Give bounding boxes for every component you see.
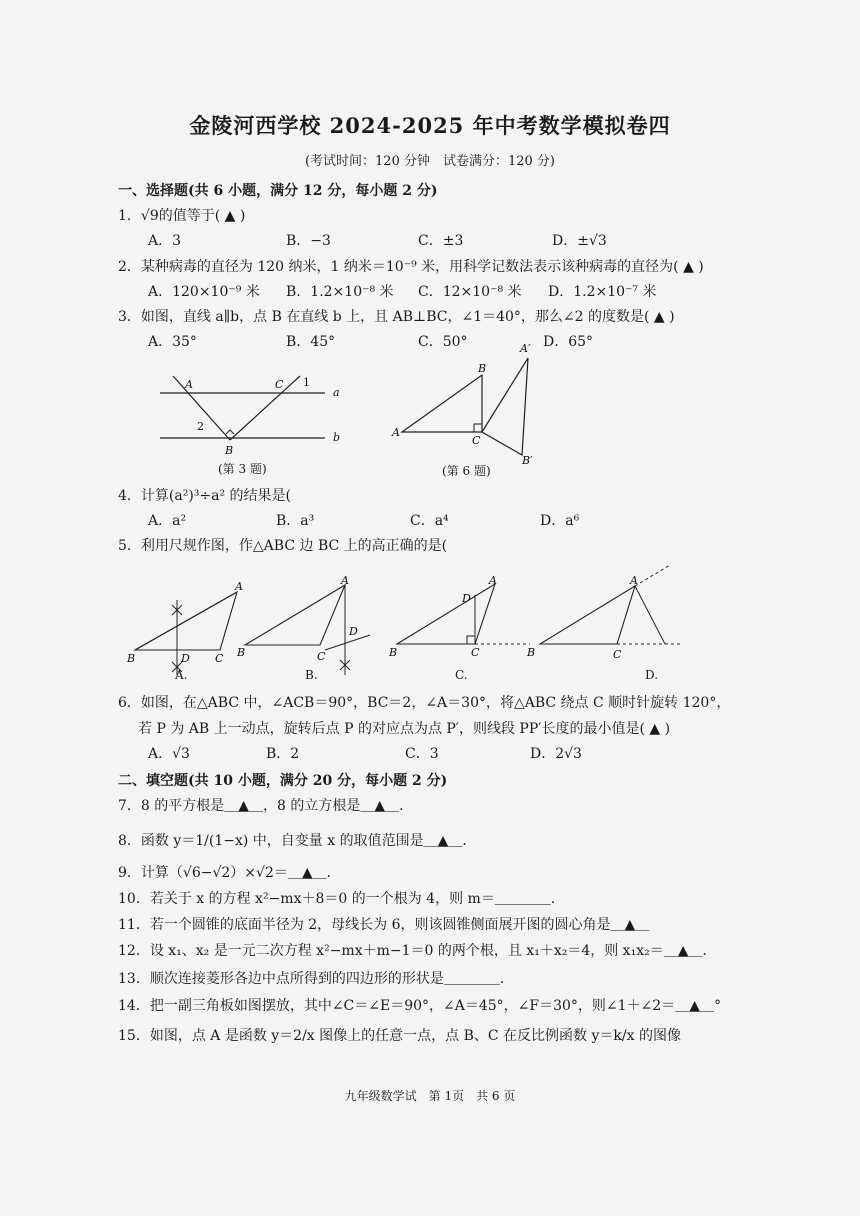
q5-option-b: B. — [305, 668, 318, 682]
q5-option-c: C. — [455, 668, 468, 682]
q3-stem: 3．如图，直线 a∥b，点 B 在直线 b 上，且 AB⊥BC，∠1＝40°，那么∠2 的度数是( ▲ ) — [118, 309, 675, 325]
page-footer: 九年级数学试 第 1页 共 6 页 — [344, 1089, 516, 1103]
q5-figure-d — [526, 565, 680, 661]
q4-option-c: C．a⁴ — [410, 513, 449, 529]
fig6-label-c: C — [472, 434, 481, 447]
figure-q6-caption: (第 6 题) — [442, 464, 491, 478]
figure-q3-caption: (第 3 题) — [218, 462, 267, 476]
q5b-label-d: D — [349, 625, 358, 638]
figure-q5 — [125, 574, 685, 680]
q1-option-c: C．±3 — [418, 233, 464, 249]
fig6-label-b: B — [478, 362, 487, 375]
q4-option-b: B．a³ — [276, 513, 315, 529]
q1-stem: 1．√9的值等于( ▲ ) — [118, 208, 246, 224]
q5a-label-a: A — [235, 580, 243, 593]
section-1-heading: 一、选择题(共 6 小题，满分 12 分，每小题 2 分) — [118, 183, 438, 199]
fig6-label-a: A — [392, 426, 400, 439]
q13: 13．顺次连接菱形各边中点所得到的四边形的形状是＿＿＿＿． — [118, 971, 514, 987]
q5c-label-b: B — [389, 646, 398, 659]
q1-option-a: A．3 — [148, 233, 182, 249]
q5c-label-a: A — [489, 574, 497, 587]
q15: 15．如图，点 A 是函数 y＝2/x 图像上的任意一点，点 B、C 在反比例函数 y＝k/x 的图像 — [118, 1028, 681, 1044]
q6-option-d: D．2√3 — [530, 746, 582, 762]
section-2-heading: 二、填空题(共 10 小题，满分 20 分，每小题 2 分) — [118, 773, 448, 789]
figure-q6 — [390, 340, 550, 465]
q10: 10．若关于 x 的方程 x²−mx＋8＝0 的一个根为 4，则 m＝＿＿＿＿． — [118, 891, 565, 907]
q6-option-b: B．2 — [266, 746, 300, 762]
q2-option-b: B．1.2×10⁻⁸ 米 — [286, 284, 394, 300]
fig3-line-b: b — [333, 431, 341, 444]
q5d-label-c: C — [613, 648, 622, 661]
q4-option-d: D．a⁶ — [540, 513, 580, 529]
fig3-label-b: B — [225, 444, 234, 457]
q4-option-a: A．a² — [148, 513, 187, 529]
q5b-label-b: B — [237, 646, 246, 659]
q9: 9．计算（√6−√2）×√2＝＿▲＿． — [118, 865, 341, 881]
q5-option-a: A. — [175, 668, 188, 682]
q5-stem: 5．利用尺规作图，作△ABC 边 BC 上的高正确的是( — [118, 538, 448, 554]
q5-figure-a — [126, 580, 246, 675]
q3-option-c: C．50° — [418, 334, 468, 350]
q2-option-d: D．1.2×10⁻⁷ 米 — [548, 284, 657, 300]
figure-q3 — [155, 368, 355, 458]
exam-info: (考试时间：120 分钟 试卷满分：120 分) — [304, 154, 556, 169]
q1-option-b: B．−3 — [286, 233, 331, 249]
q6-stem: 6．如图，在△ABC 中，∠ACB＝90°，BC＝2，∠A＝30°，将△ABC 绕点 C 顺时针旋转 120°， — [118, 695, 731, 711]
fig3-label-1: 1 — [303, 376, 310, 389]
q5b-label-c: C — [317, 650, 326, 663]
q5c-label-c: C — [471, 646, 480, 659]
q11: 11．若一个圆锥的底面半径为 2，母线长为 6，则该圆锥侧面展开图的圆心角是＿▲＿ — [118, 917, 650, 933]
q5d-label-a: A — [630, 574, 638, 587]
q3-option-d: D．65° — [543, 334, 594, 350]
q5-figure-b — [236, 574, 370, 675]
q4-stem: 4．计算(a²)³÷a² 的结果是( — [118, 488, 292, 504]
q2-option-c: C．12×10⁻⁸ 米 — [418, 284, 522, 300]
q3-option-b: B．45° — [286, 334, 336, 350]
fig3-label-c: C — [275, 378, 284, 391]
q5d-label-b: B — [527, 646, 536, 659]
q2-stem: 2．某种病毒的直径为 120 纳米，1 纳米＝10⁻⁹ 米，用科学记数法表示该种病毒的直径为( ▲ ) — [118, 259, 704, 275]
q2-option-a: A．120×10⁻⁹ 米 — [148, 284, 260, 300]
fig6-label-b-prime: B′ — [522, 454, 533, 467]
q1-option-d: D．±√3 — [552, 233, 607, 249]
q8: 8．函数 y＝1/(1−x) 中，自变量 x 的取值范围是＿▲＿． — [118, 833, 477, 849]
q5a-label-b: B — [127, 652, 136, 665]
q14: 14．把一副三角板如图摆放，其中∠C＝∠E＝90°，∠A＝45°，∠F＝30°，则∠1＋∠2＝＿▲＿° — [118, 998, 721, 1014]
fig3-label-a: A — [185, 378, 193, 391]
q6-option-a: A．√3 — [148, 746, 190, 762]
q5a-label-c: C — [215, 652, 224, 665]
q3-option-a: A．35° — [148, 334, 197, 350]
q5-option-d: D. — [645, 668, 659, 682]
q6-stem-2: 若 P 为 AB 上一动点，旋转后点 P 的对应点为点 P′，则线段 PP′长度的最小值是( ▲ ) — [138, 721, 671, 737]
fig3-line-a: a — [333, 386, 340, 399]
q6-option-c: C．3 — [405, 746, 439, 762]
fig3-label-2: 2 — [197, 420, 204, 433]
q5b-label-a: A — [341, 574, 349, 587]
q5a-label-d: D — [181, 652, 190, 665]
page-title: 金陵河西学校 2024-2025 年中考数学模拟卷四 — [189, 113, 671, 138]
fig6-label-a-prime: A′ — [520, 342, 531, 355]
q5-figure-c — [388, 574, 530, 659]
q7: 7．8 的平方根是＿▲＿，8 的立方根是＿▲＿． — [118, 798, 414, 814]
q5c-label-d: D — [462, 592, 471, 605]
q12: 12．设 x₁、x₂ 是一元二次方程 x²−mx＋m−1＝0 的两个根，且 x₁＋x₂＝4，则 x₁x₂＝＿▲＿． — [118, 943, 717, 959]
